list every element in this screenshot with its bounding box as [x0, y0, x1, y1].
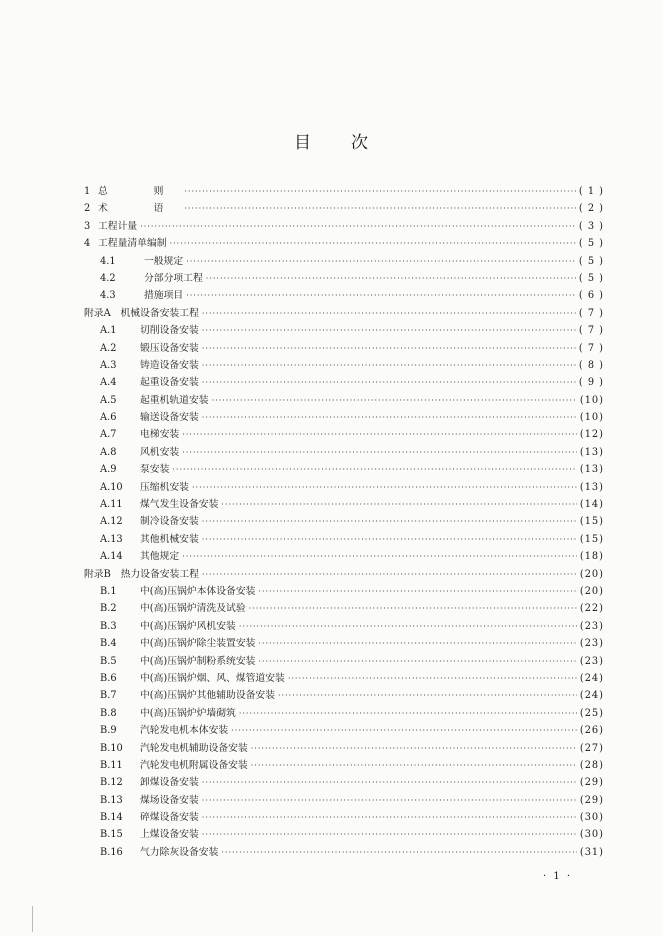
toc-entry-title: 汽轮发电机附属设备安装	[140, 759, 248, 771]
toc-entry-title: 中(高)压锅炉风机安装	[140, 620, 236, 632]
toc-entry-number: 4.2	[100, 272, 116, 284]
toc-entry-number: A.14	[100, 551, 123, 563]
toc-entry-title: 起重设备安装	[140, 377, 199, 389]
toc-entry[interactable]	[84, 374, 604, 391]
toc-entry-title: 切削设备安装	[140, 325, 199, 337]
toc-leader-dots	[239, 705, 577, 722]
toc-entry[interactable]	[84, 531, 604, 548]
toc-entry-page: (13)	[579, 446, 604, 458]
toc-entry[interactable]	[84, 705, 604, 722]
toc-entry-number: B.5	[100, 655, 117, 667]
toc-entry[interactable]	[84, 844, 604, 861]
toc-leader-dots	[202, 409, 577, 426]
toc-leader-dots	[202, 340, 576, 357]
toc-entry-title: 中(高)压锅炉其他辅助设备安装	[140, 690, 276, 702]
toc-entry[interactable]	[84, 757, 604, 774]
toc-entry-title: 附录A 机械设备安装工程	[84, 307, 199, 319]
toc-entry-number: B.13	[100, 794, 123, 806]
toc-entry[interactable]	[84, 496, 604, 513]
toc-entry[interactable]	[84, 322, 604, 339]
toc-entry-number: A.11	[100, 499, 123, 511]
toc-leader-dots	[278, 687, 577, 704]
toc-entry[interactable]	[84, 235, 604, 252]
toc-entry[interactable]	[84, 426, 604, 443]
toc-entry-number: B.10	[100, 742, 123, 754]
toc-entry-title: 电梯安装	[140, 429, 180, 441]
toc-leader-dots	[202, 531, 577, 548]
toc-entry[interactable]	[84, 409, 604, 426]
toc-entry-title: 总 则	[98, 186, 182, 197]
toc-entry-page: (31)	[579, 846, 604, 858]
toc-entry-page: ( 5 )	[578, 255, 604, 267]
toc-entry-number: B.11	[100, 759, 123, 771]
toc-entry-number: A.5	[100, 394, 117, 406]
toc-entry-title: 风机安装	[140, 446, 180, 458]
toc-leader-dots	[231, 722, 577, 739]
toc-entry-title: 泵安装	[140, 464, 170, 476]
toc-entry-page: (30)	[579, 812, 604, 824]
toc-leader-dots	[192, 479, 577, 496]
toc-entry-page: (29)	[579, 794, 604, 806]
toc-entry[interactable]	[84, 548, 604, 565]
title-char-2: 次	[351, 133, 368, 153]
toc-entry-title: 铸造设备安装	[140, 359, 199, 371]
toc-entry-page: (23)	[579, 638, 604, 650]
toc-entry-title: 中(高)压锅炉清洗及试验	[140, 603, 246, 615]
toc-leader-dots	[258, 653, 576, 670]
toc-entry-title: 中(高)压锅炉除尘装置安装	[140, 638, 256, 650]
toc-entry-number: A.10	[100, 481, 123, 493]
toc-entry-number: B.7	[100, 690, 117, 702]
toc-entry-title: 工程计量	[98, 220, 138, 232]
toc-entry[interactable]	[84, 513, 604, 530]
toc-entry-number: A.3	[100, 359, 117, 371]
toc-entry[interactable]	[84, 287, 604, 304]
toc-leader-dots	[258, 635, 576, 652]
toc-entry-title: 中(高)压锅炉烟、风、煤管道安装	[140, 672, 285, 684]
toc-entry-page: ( 7 )	[578, 342, 604, 354]
toc-entry-page: ( 3 )	[578, 220, 604, 232]
toc-entry-title: 制冷设备安装	[140, 516, 199, 528]
toc-entry[interactable]	[84, 618, 604, 635]
toc-entry-page: (24)	[579, 672, 604, 684]
toc-entry-number: 3	[84, 220, 91, 232]
toc-entry-page: (14)	[579, 499, 604, 511]
toc-entry-number: B.4	[100, 638, 117, 650]
toc-entry-title: 气力除灰设备安装	[140, 846, 219, 858]
toc-entry[interactable]	[84, 809, 604, 826]
toc-entry-number: B.16	[100, 846, 123, 858]
toc-entry-number: A.1	[100, 325, 117, 337]
toc-entry-number: A.2	[100, 342, 117, 354]
toc-entry-page: (26)	[579, 725, 604, 737]
toc-entry-page: (25)	[579, 707, 604, 719]
toc-leader-dots	[186, 253, 576, 270]
toc-leader-dots	[184, 200, 576, 217]
toc-entry[interactable]	[84, 740, 604, 757]
toc-entry[interactable]	[84, 305, 604, 322]
title-char-1: 目	[294, 133, 311, 153]
toc-entry-page: (13)	[579, 464, 604, 476]
toc-entry-number: A.13	[100, 533, 123, 545]
toc-entry[interactable]	[84, 340, 604, 357]
toc-leader-dots	[221, 844, 577, 861]
toc-leader-dots	[212, 392, 577, 409]
toc-entry-title: 中(高)压锅炉炉墙砌筑	[140, 707, 236, 719]
toc-leader-dots	[182, 426, 577, 443]
toc-entry-title: 措施项目	[144, 290, 184, 302]
toc-leader-dots	[202, 322, 576, 339]
toc-entry[interactable]	[84, 392, 604, 409]
toc-entry-title: 中(高)压锅炉本体设备安装	[140, 585, 256, 597]
toc-entry[interactable]	[84, 566, 604, 583]
toc-entry-page: (15)	[579, 516, 604, 528]
toc-entry-title: 中(高)压锅炉制粉系统安装	[140, 655, 256, 667]
toc-entry-page: (18)	[579, 551, 604, 563]
toc-entry[interactable]	[84, 774, 604, 791]
toc-leader-dots	[221, 496, 577, 513]
toc-entry-title: 术 语	[98, 203, 182, 215]
toc-entry-page: ( 1 )	[578, 186, 604, 197]
toc-leader-dots	[288, 670, 577, 687]
toc-entry-page: (10)	[579, 394, 604, 406]
toc-leader-dots	[182, 548, 577, 565]
toc-entry-title: 工程量清单编制	[98, 238, 167, 250]
toc-entry-page: (23)	[579, 620, 604, 632]
toc-entry[interactable]	[84, 461, 604, 478]
toc-entry-title: 碎煤设备安装	[140, 812, 199, 824]
toc-entry-page: (13)	[579, 481, 604, 493]
toc-leader-dots	[186, 287, 576, 304]
toc-leader-dots	[202, 809, 577, 826]
toc-entry-page: (22)	[579, 603, 604, 615]
toc-entry-title: 煤场设备安装	[140, 794, 199, 806]
toc-entry[interactable]	[84, 826, 604, 843]
toc-entry-page: ( 7 )	[578, 325, 604, 337]
toc-entry-title: 其他机械安装	[140, 533, 199, 545]
toc-leader-dots	[206, 270, 576, 287]
toc-leader-dots	[172, 461, 576, 478]
toc-entry-number: B.2	[100, 603, 117, 615]
toc-entry-page: (23)	[579, 655, 604, 667]
toc-entry-page: ( 9 )	[578, 377, 604, 389]
toc-leader-dots	[202, 374, 576, 391]
toc-entry-number: 2	[84, 203, 91, 215]
toc-entry[interactable]	[84, 270, 604, 287]
toc-entry-title: 汽轮发电机本体安装	[140, 725, 229, 737]
toc-leader-dots	[140, 218, 576, 235]
toc-entry-number: B.1	[100, 585, 117, 597]
toc-entry-page: (15)	[579, 533, 604, 545]
toc-entry-number: B.12	[100, 777, 123, 789]
toc-entry[interactable]	[84, 253, 604, 270]
table-of-contents	[84, 183, 604, 861]
toc-entry-page: ( 2 )	[578, 203, 604, 215]
toc-leader-dots	[258, 583, 576, 600]
toc-entry-page: (20)	[579, 585, 604, 597]
margin-mark	[32, 906, 33, 932]
toc-entry-title: 上煤设备安装	[140, 829, 199, 841]
toc-leader-dots	[202, 566, 577, 583]
toc-leader-dots	[202, 513, 577, 530]
toc-entry[interactable]	[84, 722, 604, 739]
toc-leader-dots	[251, 740, 577, 757]
toc-entry[interactable]	[84, 183, 604, 200]
toc-leader-dots	[202, 826, 577, 843]
toc-entry-title: 分部分项工程	[144, 272, 203, 284]
toc-entry[interactable]	[84, 218, 604, 235]
toc-entry-title: 起重机轨道安装	[140, 394, 209, 406]
toc-leader-dots	[202, 792, 577, 809]
toc-entry-page: ( 7 )	[578, 307, 604, 319]
toc-leader-dots	[202, 357, 576, 374]
toc-entry-page: ( 5 )	[578, 238, 604, 250]
toc-entry-page: ( 5 )	[578, 272, 604, 284]
toc-entry-number: A.7	[100, 429, 117, 441]
toc-entry[interactable]	[84, 583, 604, 600]
toc-entry-page: ( 6 )	[578, 290, 604, 302]
toc-entry-number: B.9	[100, 725, 117, 737]
toc-entry-number: A.8	[100, 446, 117, 458]
toc-entry-page: (29)	[579, 777, 604, 789]
toc-leader-dots	[170, 235, 576, 252]
toc-entry-page: (12)	[579, 429, 604, 441]
toc-entry-title: 其他规定	[140, 551, 180, 563]
toc-entry-number: B.8	[100, 707, 117, 719]
toc-entry-title: 压缩机安装	[140, 481, 189, 493]
toc-entry-page: (30)	[579, 829, 604, 841]
toc-entry-page: (27)	[579, 742, 604, 754]
toc-entry-number: A.4	[100, 377, 117, 389]
toc-entry[interactable]	[84, 635, 604, 652]
toc-entry-title: 附录B 热力设备安装工程	[84, 568, 199, 580]
toc-entry-page: (20)	[579, 568, 604, 580]
toc-entry-page: (24)	[579, 690, 604, 702]
toc-entry-number: B.15	[100, 829, 123, 841]
toc-entry-number: B.6	[100, 672, 117, 684]
toc-entry-number: 4	[84, 238, 91, 250]
toc-entry-page: (10)	[579, 412, 604, 424]
toc-entry-number: A.9	[100, 464, 117, 476]
toc-entry-title: 锻压设备安装	[140, 342, 199, 354]
toc-entry-title: 汽轮发电机辅助设备安装	[140, 742, 248, 754]
toc-entry-title: 煤气发生设备安装	[140, 499, 219, 511]
footer-page-number: · 1 ·	[543, 871, 573, 882]
toc-leader-dots	[202, 305, 576, 322]
toc-entry-number: 1	[84, 186, 91, 197]
toc-entry[interactable]	[84, 600, 604, 617]
toc-entry-number: 4.1	[100, 255, 116, 267]
toc-entry-page: ( 8 )	[578, 359, 604, 371]
toc-entry-number: B.3	[100, 620, 117, 632]
toc-leader-dots	[249, 600, 577, 617]
toc-entry[interactable]	[84, 687, 604, 704]
toc-entry-title: 一般规定	[144, 255, 184, 267]
toc-entry-number: A.6	[100, 412, 117, 424]
toc-entry[interactable]	[84, 200, 604, 217]
toc-leader-dots	[184, 183, 576, 200]
toc-leader-dots	[251, 757, 577, 774]
page-title	[0, 128, 662, 153]
toc-entry[interactable]	[84, 670, 604, 687]
toc-entry-number: B.14	[100, 812, 123, 824]
toc-entry-number: A.12	[100, 516, 123, 528]
toc-leader-dots	[182, 444, 577, 461]
toc-entry[interactable]	[84, 653, 604, 670]
toc-entry[interactable]	[84, 357, 604, 374]
toc-leader-dots	[239, 618, 577, 635]
toc-entry-number: 4.3	[100, 290, 116, 302]
toc-leader-dots	[202, 774, 577, 791]
toc-entry-title: 输送设备安装	[140, 412, 199, 424]
toc-entry[interactable]	[84, 479, 604, 496]
toc-entry-page: (28)	[579, 759, 604, 771]
toc-entry[interactable]	[84, 792, 604, 809]
toc-entry-title: 卸煤设备安装	[140, 777, 199, 789]
toc-entry[interactable]	[84, 444, 604, 461]
